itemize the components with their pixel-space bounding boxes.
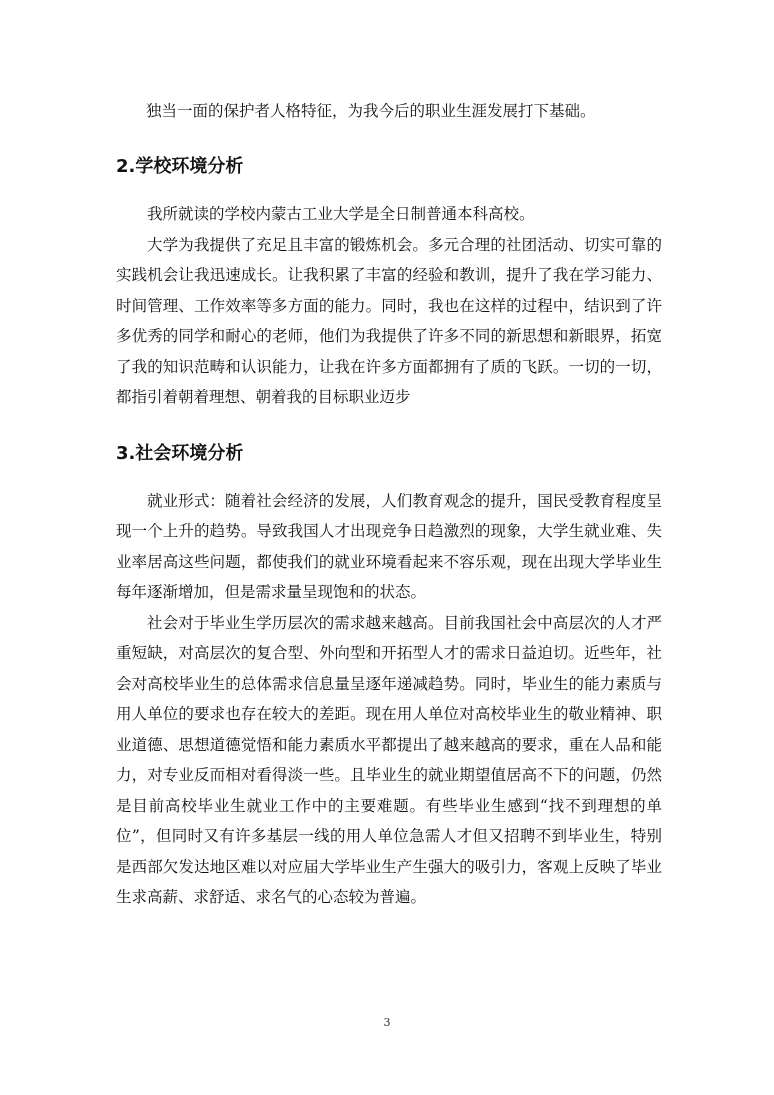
section-heading-school: 2.学校环境分析 bbox=[116, 156, 244, 177]
page-number: 3 bbox=[383, 1016, 391, 1029]
continued-paragraph: 独当一面的保护者人格特征，为我今后的职业生涯发展打下基础。 bbox=[146, 102, 596, 120]
society-paragraph-2: 社会对于毕业生学历层次的需求越来越高。目前我国社会中高层次的人才严重短缺，对高层次的复合型、外向型和开拓型人才的需求日益迫切。近些年，社会对高校毕业生的总体需求信息量呈逐年递减趋势。同时，毕业生的能力素质与用人单位的要求也存在较大的差距。现在用人单位对高校毕业生的敬业精神、职业道德、思想道德觉悟和能力素质水平都提出了越来越高的要求，重在人品和能力，对专业反而相对看得淡一些。且毕业生的就业期望值居高不下的问题，仍然是目前高校毕业生就业工作中的主要难题。有些毕业生感到“找不到理想的单位”，但同时又有许多基层一线的用人单位急需人才但又招聘不到毕业生，特别是西部欠发达地区难以对应届大学毕业生产生强大的吸引力，客观上反映了毕业生求高薪、求舒适、求名气的心态较为普遍。 bbox=[116, 613, 662, 906]
page-content bbox=[116, 96, 662, 913]
school-paragraph-2: 大学为我提供了充足且丰富的锻炼机会。多元合理的社团活动、切实可靠的实践机会让我迅速成长。让我积累了丰富的经验和教训，提升了我在学习能力、时间管理、工作效率等多方面的能力。同时，我也在这样的过程中，结识到了许多优秀的同学和耐心的老师，他们为我提供了许多不同的新思想和新眼界，拓宽了我的知识范畴和认识能力，让我在许多方面都拥有了质的飞跃。一切的一切，都指引着朝着理想、朝着我的目标职业迈步 bbox=[116, 235, 662, 406]
school-paragraph-1: 我所就读的学校内蒙古工业大学是全日制普通本科高校。 bbox=[147, 205, 535, 223]
society-paragraph-1: 就业形式：随着社会经济的发展，人们教育观念的提升，国民受教育程度呈现一个上升的趋势。导致我国人才出现竞争日趋激烈的现象，大学生就业难、失业率居高这些问题，都使我们的就业环境看起来不容乐观，现在出现大学毕业生每年逐渐增加，但是需求量呈现饱和的状态。 bbox=[116, 491, 662, 601]
section-heading-society: 3.社会环境分析 bbox=[116, 442, 244, 464]
